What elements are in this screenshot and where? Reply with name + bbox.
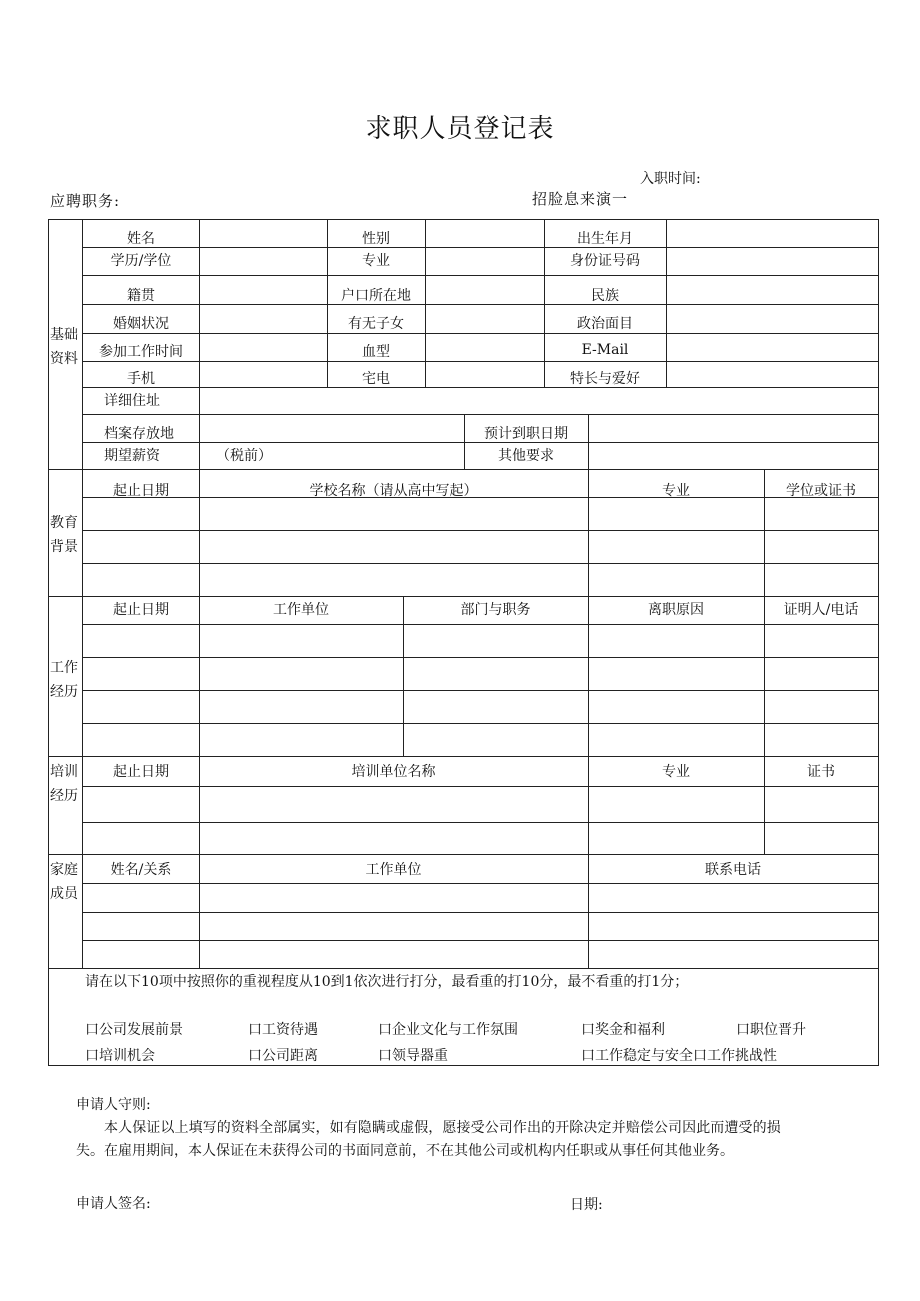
- training-header-certificate: 证书: [807, 764, 835, 780]
- label-children: 有无子女: [348, 316, 404, 332]
- option-culture[interactable]: 口企业文化与工作氛围: [378, 1022, 518, 1038]
- label-archive-location: 档案存放地: [104, 426, 174, 442]
- work-header-employer: 工作单位: [273, 602, 329, 618]
- position-label: 应聘职务:: [50, 192, 121, 210]
- option-leadership-recognition[interactable]: 口领导器重: [378, 1048, 448, 1064]
- family-header-employer: 工作单位: [365, 862, 422, 878]
- label-political-status: 政治面目: [577, 316, 633, 332]
- label-marital-status: 婚姻状况: [113, 316, 169, 332]
- option-promotion[interactable]: 口职位晋升: [736, 1022, 806, 1038]
- oath-heading: 申请人守则:: [76, 1097, 151, 1113]
- label-other-requirements: 其他要求: [498, 448, 554, 464]
- signature-label: 申请人签名:: [76, 1196, 151, 1212]
- label-ethnicity: 民族: [591, 288, 619, 304]
- work-header-department-title: 部门与职务: [460, 602, 531, 618]
- option-bonus-benefits[interactable]: 口奖金和福利: [581, 1022, 665, 1038]
- label-household-registration: 户口所在地: [341, 288, 411, 304]
- section-label-training: 培训 经历: [50, 764, 78, 804]
- option-company-prospects[interactable]: 口公司发展前景: [85, 1022, 183, 1038]
- edu-header-dates: 起止日期: [113, 483, 169, 499]
- work-header-dates: 起止日期: [113, 602, 169, 618]
- label-work-start-time: 参加工作时间: [99, 344, 183, 360]
- edu-header-school: 学校名称（请从高中写起）: [309, 483, 478, 499]
- label-id-number: 身份证号码: [570, 253, 640, 269]
- option-training[interactable]: 口培训机会: [85, 1048, 155, 1064]
- label-mobile: 手机: [127, 371, 155, 387]
- section-label-family: 家庭 成员: [50, 862, 78, 902]
- oath-line-2: 失。在雇用期间，本人保证在未获得公司的书面同意前，不在其他公司或机构内任职或从事任何其他业务。: [76, 1143, 734, 1159]
- option-salary[interactable]: 口工资待遇: [248, 1022, 318, 1038]
- section-label-education: 教育 背景: [50, 515, 78, 555]
- label-address: 详细住址: [104, 393, 160, 409]
- section-label-work: 工作 经历: [50, 660, 78, 700]
- page-title: 求职人员登记表: [365, 114, 555, 144]
- watermark-text: 招脸息来演一: [532, 190, 629, 208]
- option-distance[interactable]: 口公司距离: [248, 1048, 318, 1064]
- section-label-basic: 基础 资料: [50, 327, 78, 367]
- edu-header-degree: 学位或证书: [786, 483, 856, 499]
- entry-time-label: 入职时间:: [640, 171, 701, 187]
- label-expected-start-date: 预计到职日期: [484, 426, 568, 442]
- label-gender: 性别: [362, 231, 390, 247]
- date-label: 日期:: [570, 1197, 603, 1213]
- label-email: E-Mail: [581, 342, 629, 358]
- edu-header-major: 专业: [662, 483, 690, 499]
- work-header-reference: 证明人/电话: [783, 602, 859, 618]
- training-header-institution: 培训单位名称: [351, 764, 436, 780]
- label-birth-date: 出生年月: [577, 231, 633, 247]
- label-hobbies: 特长与爱好: [570, 371, 640, 387]
- label-major: 专业: [362, 253, 390, 269]
- label-education-degree: 学历/学位: [110, 253, 172, 269]
- salary-pretax-note: （税前）: [216, 448, 272, 464]
- training-header-major: 专业: [662, 764, 690, 780]
- training-header-dates: 起止日期: [113, 764, 169, 780]
- option-stability-challenge[interactable]: 口工作稳定与安全口工作挑战性: [581, 1048, 777, 1064]
- family-header-name-relation: 姓名/关系: [110, 862, 172, 878]
- label-blood-type: 血型: [362, 344, 390, 360]
- label-home-phone: 宅电: [362, 371, 390, 387]
- label-name: 姓名: [127, 231, 155, 247]
- family-header-phone: 联系电话: [705, 862, 761, 878]
- priorities-instruction: 请在以下10项中按照你的重视程度从10到1依次进行打分，最看重的打10分，最不看重的打1分；: [85, 974, 689, 990]
- oath-line-1: 本人保证以上填写的资料全部属实，如有隐瞒或虚假，愿接受公司作出的开除决定并赔偿公司因此而遭受的损: [104, 1120, 781, 1136]
- label-expected-salary: 期望薪资: [104, 448, 160, 464]
- label-native-place: 籍贯: [127, 288, 155, 304]
- work-header-leaving-reason: 离职原因: [648, 602, 704, 618]
